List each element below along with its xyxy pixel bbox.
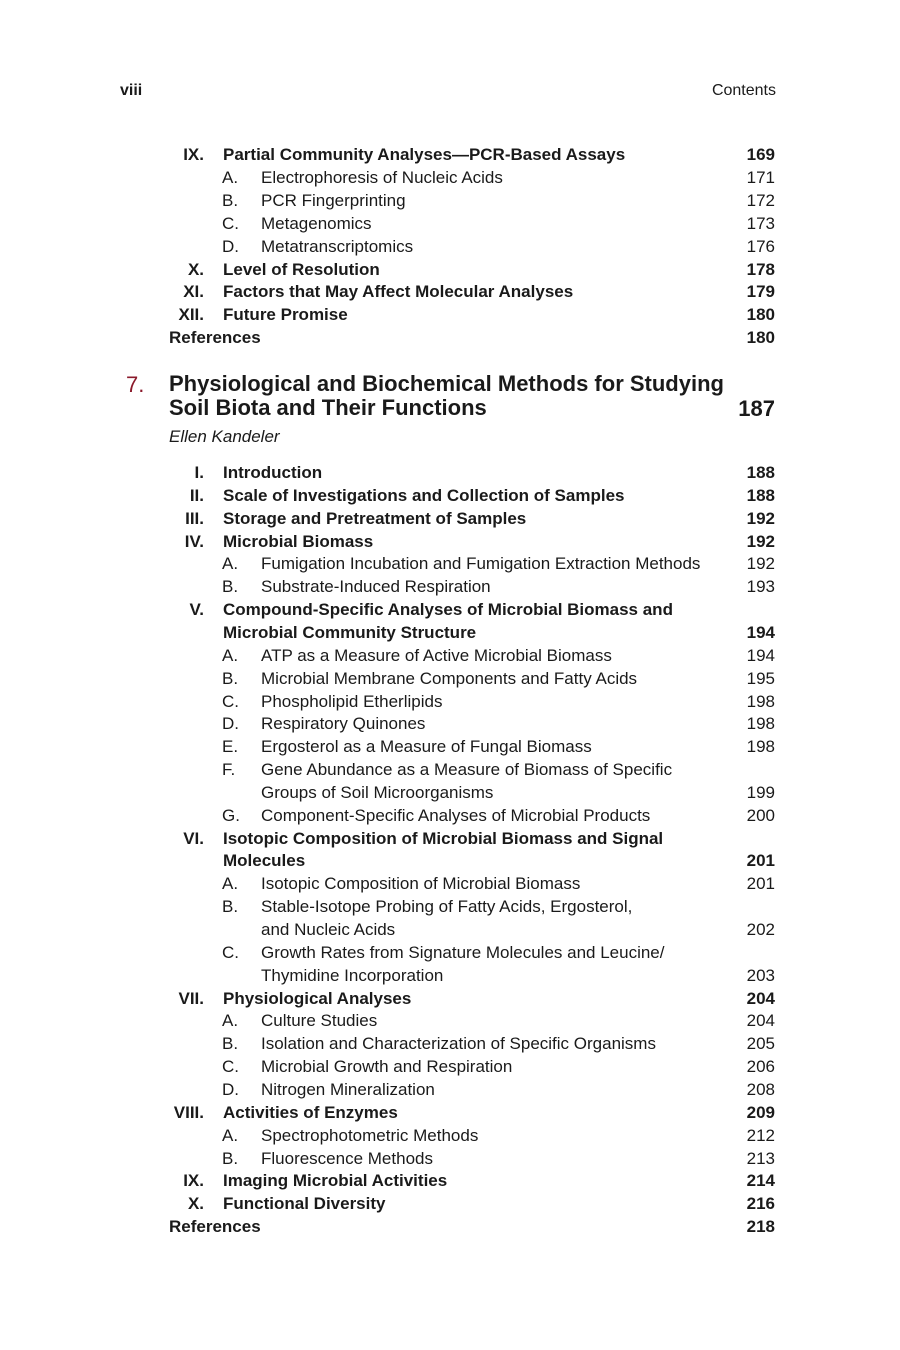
chapter-author: Ellen Kandeler (169, 427, 280, 446)
toc-page-number: 173 (746, 213, 775, 233)
toc-page-number: 192 (746, 554, 775, 574)
toc-subsection-entry (0, 1078, 900, 1101)
toc-entry-title: Fumigation Incubation and Fumigation Extraction Methods (261, 554, 701, 574)
toc-subsection-letter: B. (222, 668, 239, 688)
toc-entry-title: Microbial Biomass (223, 531, 374, 551)
toc-section-numeral: VI. (183, 828, 204, 848)
toc-references-entry (0, 326, 900, 349)
toc-subsection-letter: A. (222, 645, 239, 665)
toc-page-number: 180 (746, 305, 775, 325)
toc-page-number: 205 (746, 1034, 775, 1054)
toc-section-entry (0, 849, 900, 872)
toc-entry-title: ATP as a Measure of Active Microbial Biomass (261, 645, 612, 665)
toc-page-number: 206 (746, 1057, 775, 1077)
toc-page-number: 201 (746, 874, 775, 894)
toc-entry-title: Storage and Pretreatment of Samples (223, 508, 527, 528)
toc-page-number: 198 (746, 737, 775, 757)
toc-page-number: 188 (746, 463, 775, 482)
toc-subsection-letter: B. (222, 577, 239, 597)
toc-entry-title: Imaging Microbial Activities (223, 1171, 448, 1191)
toc-subsection-letter: D. (222, 714, 239, 734)
toc-entry-title: Respiratory Quinones (261, 714, 426, 734)
toc-entry-title: Microbial Growth and Respiration (261, 1057, 513, 1077)
toc-page-number: 193 (746, 577, 775, 597)
toc-entry-title: Nitrogen Mineralization (261, 1079, 435, 1099)
toc-section-entry (0, 827, 900, 850)
toc-page-number: 176 (746, 236, 775, 256)
toc-entry-title: Activities of Enzymes (223, 1102, 398, 1122)
toc-page-number: 180 (746, 328, 775, 348)
toc-subsection-letter: A. (222, 1011, 239, 1031)
toc-entry-title: Phospholipid Etherlipids (261, 691, 443, 711)
toc-page-number: 199 (746, 782, 775, 802)
toc-entry-title: Growth Rates from Signature Molecules and Leucine/ (261, 942, 665, 962)
toc-section-numeral: IV. (184, 531, 204, 551)
toc-subsection-letter: A. (222, 1125, 239, 1145)
toc-section-numeral: V. (189, 600, 204, 620)
toc-page-number: 195 (746, 668, 775, 688)
toc-page-number: 209 (746, 1102, 775, 1122)
toc-section-entry (0, 530, 900, 553)
toc-subsection-letter: C. (222, 942, 239, 962)
toc-entry-title: Introduction (223, 463, 323, 482)
chapter-title (169, 372, 724, 420)
toc-section-numeral: IX. (183, 1171, 204, 1191)
toc-entry-title: Microbial Membrane Components and Fatty Acids (261, 668, 638, 688)
toc-page-number: 192 (746, 531, 775, 551)
toc-page-number: 198 (746, 691, 775, 711)
toc-page-number: 192 (746, 508, 775, 528)
toc-subsection-letter: B. (222, 1034, 239, 1054)
chapter-page-number: 187 (738, 396, 775, 421)
toc-subsection-entry (0, 758, 900, 781)
toc-subsection-letter: A. (222, 167, 239, 187)
toc-section-entry (0, 258, 900, 281)
toc-references-entry (0, 1215, 900, 1238)
toc-page-number: 202 (746, 920, 775, 939)
toc-page-number: 198 (746, 714, 775, 734)
toc-subsection-entry (0, 1009, 900, 1032)
toc-entry-title: Ergosterol as a Measure of Fungal Biomass (261, 737, 592, 757)
toc-section-numeral: VIII. (173, 1102, 204, 1122)
toc-entry-title: Metatranscriptomics (261, 236, 414, 256)
toc-subsection-entry (0, 189, 900, 212)
toc-entry-title: and Nucleic Acids (261, 920, 396, 939)
toc-section-numeral: XI. (183, 282, 204, 302)
toc-section-numeral: I. (194, 463, 204, 482)
toc-subsection-entry (0, 872, 900, 895)
toc-entry-title: PCR Fingerprinting (261, 190, 406, 210)
toc-entry-title: Level of Resolution (223, 259, 380, 279)
toc-page-number: 204 (746, 1011, 775, 1031)
toc-entry-title: Functional Diversity (223, 1194, 386, 1214)
toc-subsection-letter: G. (222, 805, 240, 825)
toc-section-numeral: X. (187, 259, 204, 279)
toc-section-entry (0, 598, 900, 621)
toc-page-number: 172 (746, 190, 775, 210)
toc-entry-title: Gene Abundance as a Measure of Biomass of Specific (261, 760, 673, 780)
toc-subsection-entry (0, 735, 900, 758)
toc-page-number: 169 (746, 145, 775, 164)
toc-entry-title: Substrate-Induced Respiration (261, 577, 491, 597)
toc-subsection-letter: C. (222, 1057, 239, 1077)
toc-entry-title: References (169, 328, 261, 348)
toc-page-number: 216 (746, 1194, 775, 1214)
toc-page-number: 214 (746, 1171, 775, 1191)
toc-entry-title: Thymidine Incorporation (261, 965, 444, 985)
toc-subsection-entry (0, 667, 900, 690)
toc-page-number: 171 (746, 167, 775, 187)
toc-section-numeral: IX. (183, 145, 204, 164)
chapter-number: 7. (126, 372, 145, 397)
toc-page-number: 218 (746, 1217, 775, 1237)
toc-page-number: 204 (746, 988, 775, 1008)
toc-subsection-entry (0, 712, 900, 735)
toc-subsection-entry (0, 575, 900, 598)
toc-entry-title: Component-Specific Analyses of Microbial Products (261, 805, 651, 825)
toc-entry-title: Compound-Specific Analyses of Microbial Biomass and (223, 600, 673, 620)
toc-subsection-letter: D. (222, 1079, 239, 1099)
toc-entry-title: Physiological Analyses (223, 988, 412, 1008)
toc-section-entry (0, 507, 900, 530)
toc-entry-title: Fluorescence Methods (261, 1148, 433, 1168)
toc-page-number: 203 (746, 965, 775, 985)
toc-subsection-entry (0, 690, 900, 713)
toc-section-entry (0, 987, 900, 1010)
page-header (120, 82, 776, 106)
toc-entry-title: Electrophoresis of Nucleic Acids (261, 167, 503, 187)
toc-section-entry (0, 1192, 900, 1215)
toc-entry-title: Spectrophotometric Methods (261, 1125, 479, 1145)
toc-section-numeral: III. (185, 508, 204, 528)
toc-page-number: 194 (746, 645, 775, 665)
toc-entry-title: Factors that May Affect Molecular Analyses (223, 282, 574, 302)
toc-page-number: 188 (746, 485, 775, 505)
page-number: viii (120, 82, 143, 99)
toc-subsection-entry (0, 1032, 900, 1055)
toc-entry-title: Scale of Investigations and Collection of Samples (223, 485, 625, 505)
toc-entry-title: Microbial Community Structure (223, 622, 477, 642)
toc-subsection-entry (0, 804, 900, 827)
chapter-title-line: Soil Biota and Their Functions (169, 395, 487, 420)
toc-subsection-letter: A. (222, 554, 239, 574)
toc-subsection-entry (0, 1055, 900, 1078)
toc-subsection-entry (0, 918, 900, 941)
toc-page-number: 213 (746, 1148, 775, 1168)
toc-entry-title: References (169, 1217, 261, 1237)
toc-section-entry (0, 303, 900, 326)
toc-section-entry (0, 280, 900, 303)
toc-section-entry (0, 143, 900, 166)
toc-subsection-letter: B. (222, 190, 239, 210)
toc-subsection-entry (0, 964, 900, 987)
toc-subsection-entry (0, 895, 900, 918)
toc-subsection-letter: C. (222, 213, 239, 233)
toc-page-number: 178 (746, 259, 775, 279)
toc-subsection-entry (0, 235, 900, 258)
toc-section-entry (0, 1101, 900, 1124)
toc-entry-title: Isotopic Composition of Microbial Biomass (261, 874, 581, 894)
toc-section-entry (0, 621, 900, 644)
toc-section-numeral: X. (187, 1194, 204, 1214)
toc-subsection-entry (0, 644, 900, 667)
toc-subsection-letter: E. (222, 737, 239, 757)
toc-section-entry (0, 1169, 900, 1192)
toc-page-number: 208 (746, 1079, 775, 1099)
toc-page-number: 201 (746, 851, 775, 871)
toc-entry-title: Future Promise (223, 305, 348, 325)
toc-entry-title: Metagenomics (261, 213, 372, 233)
toc-subsection-letter: C. (222, 691, 239, 711)
running-title: Contents (711, 82, 776, 99)
toc-entry-title: Isotopic Composition of Microbial Biomass and Signal (223, 828, 664, 848)
toc-entry-title: Stable-Isotope Probing of Fatty Acids, Ergosterol, (261, 897, 633, 917)
toc-page-number: 194 (746, 622, 775, 642)
toc-section-entry (0, 461, 900, 484)
toc-subsection-entry (0, 1147, 900, 1170)
toc-subsection-entry (0, 941, 900, 964)
toc-subsection-entry (0, 781, 900, 804)
toc-subsection-letter: B. (222, 1148, 239, 1168)
toc-section-numeral: II. (189, 485, 204, 505)
toc-section-numeral: XII. (178, 305, 204, 325)
toc-entry-title: Partial Community Analyses—PCR-Based Assays (223, 145, 626, 164)
toc-subsection-letter: F. (222, 760, 236, 780)
toc-subsection-entry (0, 552, 900, 575)
toc-subsection-entry (0, 212, 900, 235)
toc-subsection-letter: A. (222, 874, 239, 894)
toc-entry-title: Molecules (223, 851, 306, 871)
toc-subsection-letter: B. (222, 897, 239, 917)
toc-page-number: 200 (746, 805, 775, 825)
chapter-title-line: Physiological and Biochemical Methods for Studying (169, 371, 724, 396)
toc-subsection-entry (0, 166, 900, 189)
toc-subsection-entry (0, 1124, 900, 1147)
toc-entry-title: Groups of Soil Microorganisms (261, 782, 494, 802)
toc-page-number: 179 (746, 282, 775, 302)
toc-entry-title: Isolation and Characterization of Specific Organisms (261, 1034, 656, 1054)
toc-section-numeral: VII. (178, 988, 204, 1008)
toc-section-entry (0, 484, 900, 507)
toc-entry-title: Culture Studies (261, 1011, 378, 1031)
toc-subsection-letter: D. (222, 236, 239, 256)
toc-page-number: 212 (746, 1125, 775, 1145)
